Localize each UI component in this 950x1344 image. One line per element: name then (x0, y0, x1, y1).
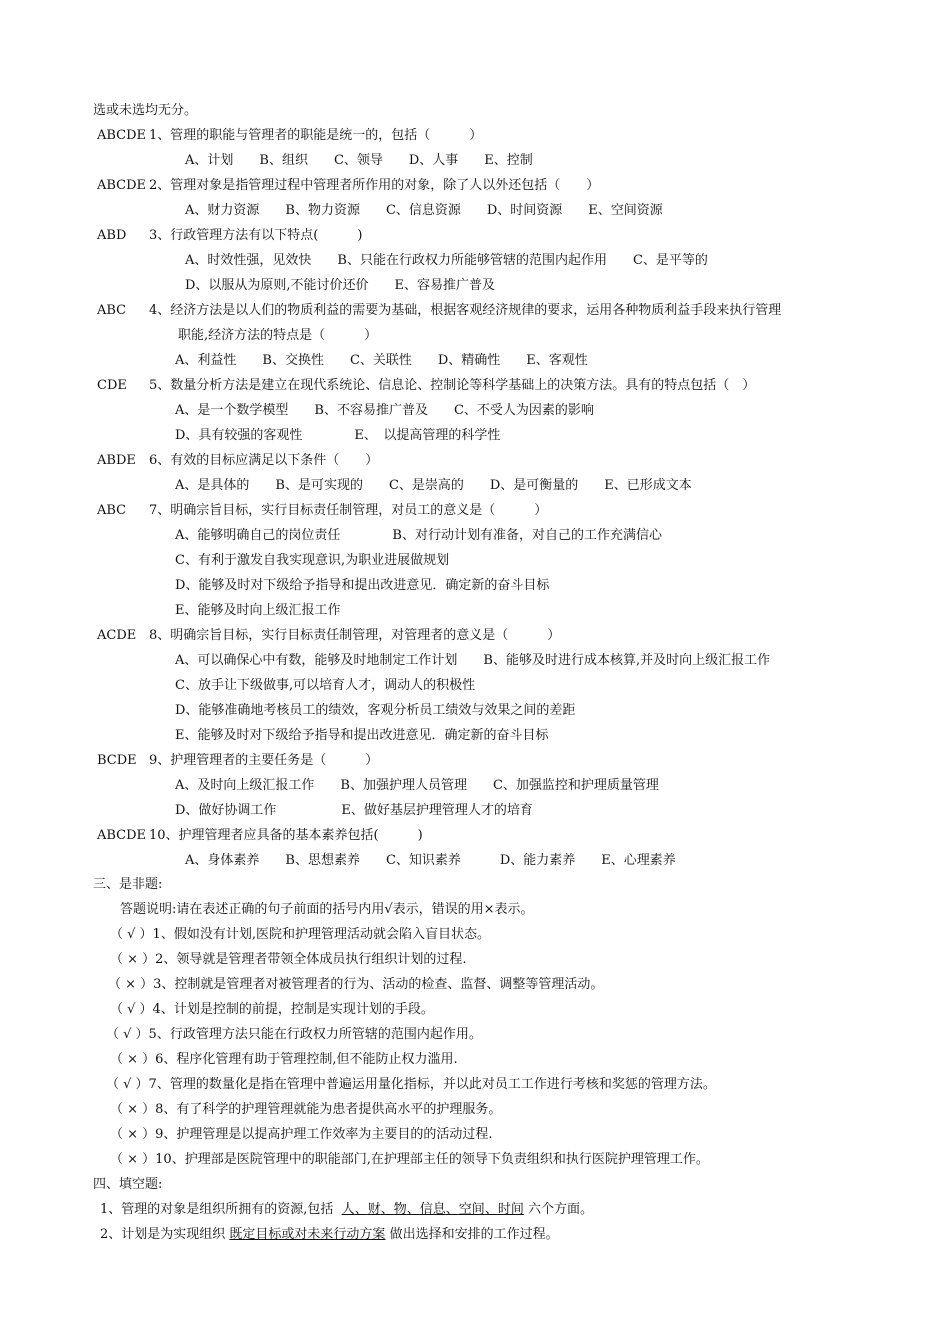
question-text: 6、有效的目标应满足以下条件（ ） (149, 453, 379, 468)
options-text: E、能够及时对下级给予指导和提出改进意见．确定新的奋斗目标 (175, 728, 549, 743)
options-text: C、有利于激发自我实现意识,为职业进展做规划 (175, 553, 450, 568)
mc-question-10 (97, 828, 423, 844)
tf-item-10 (110, 1152, 709, 1168)
fill-prefix: 2、计划是为实现组织 (100, 1227, 226, 1242)
fill-answer: 既定目标或对未来行动方案 (229, 1227, 386, 1242)
mc-question-1 (97, 128, 482, 144)
tf-statement: （ √ ）7、管理的数量化是指在管理中普遍运用量化指标，并以此对员工工作进行考核和奖惩的管理方法。 (106, 1077, 716, 1092)
tf-statement: （ × ）10、护理部是医院管理中的职能部门,在护理部主任的领导下负责组织和执行医院护理管理工作。 (110, 1152, 709, 1167)
tf-statement: （ √ ）1、假如没有计划,医院和护理管理活动就会陷入盲目状态。 (110, 927, 490, 942)
mc-options-8-1 (175, 653, 770, 669)
answer-key: ABD (97, 228, 127, 243)
options-text: A、计划 B、组织 C、领导 D、人事 E、控制 (185, 153, 533, 168)
mc-question-4-cont (178, 328, 377, 344)
tf-item-3 (108, 977, 603, 993)
tf-item-8 (110, 1102, 501, 1118)
mc-question-3 (97, 228, 362, 244)
question-text: 7、明确宗旨目标，实行目标责任制管理，对员工的意义是（ ） (149, 503, 548, 518)
fill-separator: 、 (380, 1202, 394, 1217)
options-text: D、以服从为原则,不能讨价还价 E、容易推广普及 (185, 278, 496, 293)
tf-heading (93, 877, 162, 893)
mc-question-7 (97, 503, 547, 519)
mc-options-8-2 (175, 678, 475, 694)
mc-options-8-4 (175, 728, 549, 744)
question-text: 10、护理管理者应具备的基本素养包括( ) (149, 828, 423, 843)
answer-key: ABCDE (97, 128, 147, 143)
answer-key: ABC (97, 303, 127, 318)
mc-question-4 (97, 303, 781, 319)
fill-separator: 、 (354, 1202, 368, 1217)
tf-item-9 (110, 1127, 493, 1143)
question-text: 9、护理管理者的主要任务是（ ） (149, 753, 379, 768)
mc-options-6-1 (175, 478, 692, 494)
answer-key: CDE (97, 378, 127, 393)
options-text: A、利益性 B、交换性 C、关联性 D、精确性 E、客观性 (175, 353, 588, 368)
options-text: C、放手让下级做事,可以培育人才，调动人的积极性 (175, 678, 476, 693)
fill-suffix: 做出选择和安排的工作过程。 (389, 1227, 559, 1242)
mc-options-3-1 (185, 253, 708, 269)
mc-question-6 (97, 453, 378, 469)
question-text-cont: 职能,经济方法的特点是（ ） (178, 328, 378, 343)
tf-note (120, 902, 534, 918)
question-text: 4、经济方法是以人们的物质利益的需要为基础，根据客观经济规律的要求，运用各种物质利益手段来执行管理 (149, 303, 782, 318)
fill-answer: 信息 (419, 1202, 446, 1217)
fill-separator: 、 (484, 1202, 498, 1217)
question-text: 2、管理对象是指管理过程中管理者所作用的对象，除了人以外还包括（ ） (149, 178, 600, 193)
options-text: A、可以确保心中有数，能够及时地制定工作计划 B、能够及时进行成本核算,并及时向上级汇报工作 (175, 653, 771, 668)
tf-item-6 (110, 1052, 458, 1068)
tf-statement: （ × ）8、有了科学的护理管理就能为患者提供高水平的护理服务。 (110, 1102, 502, 1117)
fill-answer: 空间 (458, 1202, 485, 1217)
options-text: A、及时向上级汇报工作 B、加强护理人员管理 C、加强监控和护理质量管理 (175, 778, 659, 793)
options-text: A、是具体的 B、是可实现的 C、是崇高的 D、是可衡量的 E、已形成文本 (175, 478, 692, 493)
fill-heading (93, 1177, 162, 1193)
answer-key: ABCDE (97, 178, 147, 193)
section-heading: 四、填空题: (93, 1177, 163, 1192)
fill-item-1 (100, 1202, 593, 1218)
options-text: E、能够及时向上级汇报工作 (175, 603, 341, 618)
options-text: A、是一个数学模型 B、不容易推广普及 C、不受人为因素的影响 (175, 403, 594, 418)
question-text: 8、明确宗旨目标，实行目标责任制管理，对管理者的意义是（ ） (149, 628, 561, 643)
mc-options-5-2 (175, 428, 500, 444)
fill-answer: 人 (341, 1202, 355, 1217)
tf-item-2 (110, 952, 467, 968)
tf-item-7 (106, 1077, 716, 1093)
mc-options-9-2 (175, 803, 533, 819)
tf-item-4 (110, 1002, 434, 1018)
options-text: A、身体素养 B、思想素养 C、知识素养 D、能力素养 E、心理素养 (185, 853, 676, 868)
answer-key: BCDE (97, 753, 137, 768)
answer-key: ABC (97, 503, 127, 518)
mc-options-8-3 (175, 703, 575, 719)
options-text: D、能够及时对下级给予指导和提出改进意见．确定新的奋斗目标 (175, 578, 550, 593)
question-text: 3、行政管理方法有以下特点( ) (149, 228, 363, 243)
mc-options-5-1 (175, 403, 594, 419)
options-text: A、财力资源 B、物力资源 C、信息资源 D、时间资源 E、空间资源 (185, 203, 663, 218)
answer-key: ABCDE (97, 828, 147, 843)
mc-question-5 (97, 378, 755, 394)
fill-item-2 (100, 1227, 559, 1243)
mc-options-7-1 (175, 528, 662, 544)
answer-key: ABDE (97, 453, 136, 468)
options-text: D、能够准确地考核员工的绩效，客观分析员工绩效与效果之间的差距 (175, 703, 576, 718)
mc-options-4-1 (175, 353, 588, 369)
tf-statement: （ × ）9、护理管理是以提高护理工作效率为主要目的的活动过程. (110, 1127, 493, 1142)
options-text: D、具有较强的客观性 E、 以提高管理的科学性 (175, 428, 501, 443)
mc-options-2-1 (185, 203, 663, 219)
options-text: A、时效性强，见效快 B、只能在行政权力所能够管辖的范围内起作用 C、是平等的 (185, 253, 708, 268)
tf-item-5 (106, 1027, 482, 1043)
tf-statement: （ × ）3、控制就是管理者对被管理者的行为、活动的检查、监督、调整等管理活动。 (108, 977, 604, 992)
mc-options-7-3 (175, 578, 549, 594)
tf-statement: （ × ）6、程序化管理有助于管理控制,但不能防止权力滥用. (110, 1052, 458, 1067)
section-heading: 三、是非题: (93, 877, 163, 892)
question-text: 5、数量分析方法是建立在现代系统论、信息论、控制论等科学基础上的决策方法。具有的特点包括（ ） (149, 378, 756, 393)
mc-options-1-1 (185, 153, 533, 169)
fill-answer: 物 (393, 1202, 407, 1217)
fill-suffix: 六个方面。 (527, 1202, 593, 1217)
options-text: A、能够明确自己的岗位责任 B、对行动计划有准备，对自己的工作充满信心 (175, 528, 662, 543)
options-text: D、做好协调工作 E、做好基层护理管理人才的培育 (175, 803, 533, 818)
mc-options-10-1 (185, 853, 676, 869)
question-text: 1、管理的职能与管理者的职能是统一的，包括（ ） (149, 128, 483, 143)
answer-key: ACDE (97, 628, 137, 643)
mc-question-9 (97, 753, 378, 769)
mc-options-9-1 (175, 778, 659, 794)
mc-options-7-2 (175, 553, 449, 569)
fill-separator: 、 (406, 1202, 420, 1217)
tf-statement: （ √ ）5、行政管理方法只能在行政权力所管辖的范围内起作用。 (106, 1027, 482, 1042)
fill-answer: 时间 (497, 1202, 524, 1217)
mc-question-2 (97, 178, 599, 194)
mc-question-8 (97, 628, 560, 644)
tf-statement: （ √ ）4、计划是控制的前提，控制是实现计划的手段。 (110, 1002, 434, 1017)
mc-options-7-4 (175, 603, 341, 619)
fill-prefix: 1、管理的对象是组织所拥有的资源,包括 (100, 1202, 334, 1217)
tf-statement: （ × ）2、领导就是管理者带领全体成员执行组织计划的过程. (110, 952, 467, 967)
instructions: 答题说明:请在表述正确的句子前面的括号内用√表示，错误的用×表示。 (120, 902, 534, 917)
fill-separator: 、 (445, 1202, 459, 1217)
mc-options-3-2 (185, 278, 495, 294)
intro-line (93, 103, 197, 119)
fill-answer: 财 (367, 1202, 381, 1217)
tf-item-1 (110, 927, 490, 943)
intro-text: 选或未选均无分。 (93, 103, 198, 118)
